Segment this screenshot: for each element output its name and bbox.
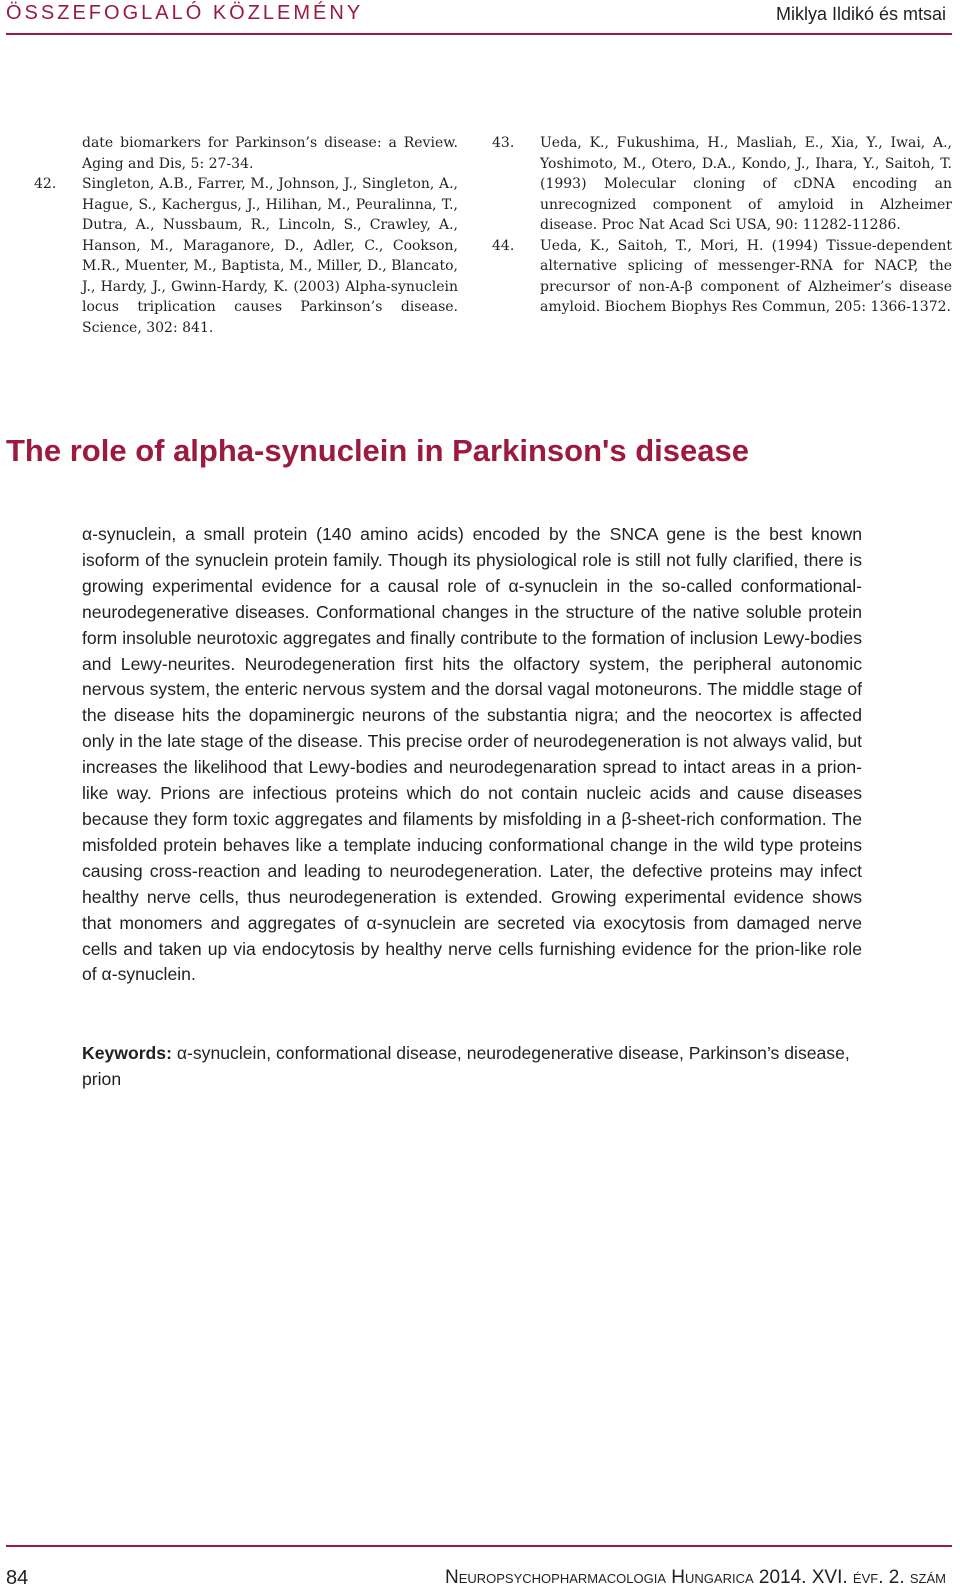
keywords [82,1041,862,1093]
reference-number: 42. [34,176,57,192]
reference-continuation: date biomarkers for Parkinson’s disease: a Review. Aging and Dis, 5: 27-34. [82,135,458,172]
article-title: The role of alpha-synuclein in Parkinson's disease [6,433,749,468]
reference-number: 44. [492,237,515,254]
references-column-left [34,133,458,338]
journal-name: Neuropsychopharmacologia Hungarica 2014. XVI. évf. 2. szám [444,1567,946,1588]
page-number: 84 [6,1567,29,1589]
references-column-right [492,133,952,318]
keywords-list: α-synuclein, conformational disease, neurodegenerative disease, Parkinson’s disease, prion [82,1043,850,1089]
reference-number: 43. [492,135,515,151]
footer-divider [6,1545,952,1547]
running-authors: Miklya Ildikó és mtsai [775,4,946,24]
keywords-label: Keywords: [82,1043,172,1063]
reference-item [492,236,952,318]
abstract-text: α-synuclein, a small protein (140 amino acids) encoded by the SNCA gene is the best known isoform of the synuclein protein family. Though its physiological role is still not fully clarified, there is growing experimental evidence for a causal role of α-synuclein in the so-called conformational-neurodegenerative diseases. Conformational changes in the structure of the native soluble protein form insoluble neurotoxic aggregates and finally contribute to the formation of inclusion Lewy-bodies and Lewy-neurites. Neurodegeneration first hits the olfactory system, the peripheral autonomic nervous system, the enteric nervous system and the dorsal vagal motoneurons. The middle stage of the disease hits the dopaminergic neurons of the substantia nigra; and the neocortex is affected only in the late stage of the disease. This precise order of neurodegeneration is not always valid, but increases the likelihood that Lewy-bodies and neurodegenaration spread to intact areas in a prion-like way. Prions are infectious proteins which do not contain nucleic acids and cause diseases because they form toxic aggregates and filaments by misfolding in a β-sheet-rich conformation. The misfolded protein behaves like a template inducing conformational change in the wild type proteins causing cross-reaction and leading to neurodegeneration. Later, the defective proteins may infect healthy nerve cells, thus neurodegeneration is extended. Growing experimental evidence shows that monomers and aggregates of α-synuclein are secreted via exocytosis from damaged nerve cells and taken up via endocytosis by healthy nerve cells furnishing evidence for the prion-like role of α-synuclein. [82,524,862,985]
reference-text: Ueda, K., Fukushima, H., Masliah, E., Xia, Y., Iwai, A., Yoshimoto, M., Otero, D.A., Kondo, J., Ihara, Y., Saitoh, T. (1993) Molecular cloning of cDNA encoding an unrecognized component of amyloid in Alzheimer disease. Proc Nat Acad Sci USA, 90: 11282-11286. [540,135,952,233]
reference-item [492,133,952,236]
reference-item [34,174,458,338]
section-label: ÖSSZEFOGLALÓ KÖZLEMÉNY [6,2,364,24]
header-divider [6,33,952,35]
reference-text: Ueda, K., Saitoh, T., Mori, H. (1994) Tissue-dependent alternative splicing of messenger-RNA for NACP, the precursor of non-A-β component of Alzheimer’s disease amyloid. Biochem Biophys Res Commun, 205: 1366-1372. [540,237,952,315]
reference-text: Singleton, A.B., Farrer, M., Johnson, J., Singleton, A., Hague, S., Kachergus, J., Hilihan, M., Peuralinna, T., Dutra, A., Nussbaum, R., Lincoln, S., Crawley, A., Hanson, M., Maraganore, D., Adler, C., Cookson, M.R., Muenter, M., Baptista, M., Miller, D., Blancato, J., Hardy, J., Gwinn-Hardy, K. (2003) Alpha-synuclein locus triplication causes Parkinson’s disease. Science, 302: 841. [82,176,458,336]
page-header [0,0,960,36]
